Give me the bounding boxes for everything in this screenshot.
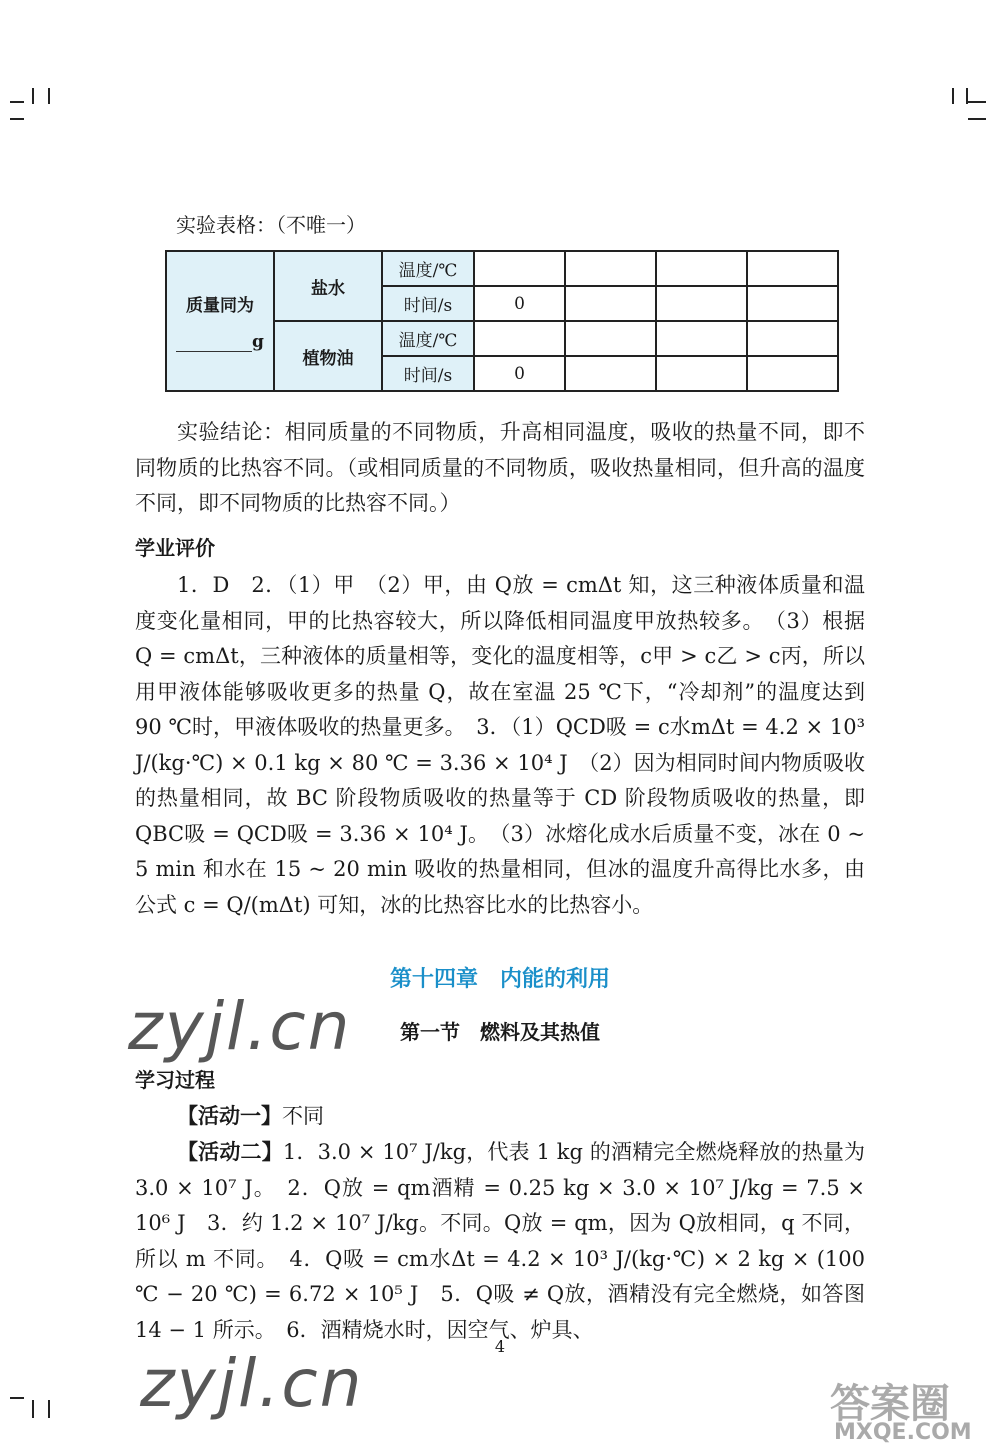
crop-mark (968, 101, 986, 103)
table-cell (474, 321, 565, 356)
section-heading-process: 学习过程 (135, 1068, 215, 1092)
evaluation-answers: 1．D 2．（1）甲 （2）甲，由 Q放 = cmΔt 知，这三种液体质量和温度变化量相同，甲的比热容较大，所以降低相同温度甲放热较多。 （3）根据 Q = cmΔt，三种液体的质量相等，变化的温度相等，c甲 > c乙 > c丙，所以用甲液体能够吸收更多的热量 Q，故在室温 25 ℃下，“冷却剂”的温度达到 90 ℃时，甲液体吸收的热量更多。 3．（1）QCD吸 = c水mΔt = 4.2 × 10³ J/(kg·℃) × 0.1 kg × 80 ℃ = 3.36 × 10⁴ J （2）因为相同时间内物质吸收的热量相同，故 BC 阶段物质吸收的热量等于 CD 阶段物质吸收的热量，即 QBC吸 = QCD吸 = 3.36 × 10⁴ J。 （3）冰熔化成水后质量不变，冰在 0 ~ 5 min 和水在 15 ~ 20 min 吸收的热量相同，但冰的温度升高得比水多，由公式 c = Q/(mΔt) 可知，冰的比热容比水的比热容小。 (135, 573, 865, 917)
table-cell (747, 251, 838, 286)
activity-two (135, 1134, 865, 1348)
table-cell (565, 286, 656, 321)
table-cell (474, 251, 565, 286)
activity-one-label: 【活动一】 (177, 1103, 282, 1128)
table-cell (747, 356, 838, 391)
crop-mark (48, 88, 50, 104)
table-cell (747, 286, 838, 321)
mass-label: 质量同为 (186, 295, 254, 316)
table-cell (656, 286, 747, 321)
row-label: 时间/s (382, 286, 474, 321)
activity-two-text: 1．3.0 × 10⁷ J/kg，代表 1 kg 的酒精完全燃烧释放的热量为 3.0 × 10⁷ J。 2．Q放 = qm酒精 = 0.25 kg × 3.0 × 10⁷ J/kg = 7.5 × 10⁶ J 3．约 1.2 × 10⁷ J/kg。不同。Q放 = qm，因为 Q放相同，q 不同，所以 m 不同。 4．Q吸 = cm水Δt = 4.2 × 10³ J/(kg·℃) × 2 kg × (100 ℃ − 20 ℃) = 6.72 × 10⁵ J 5．Q吸 ≠ Q放，酒精没有完全燃烧，如答图 14 − 1 所示。 6．酒精烧水时，因空气、炉具、 (135, 1140, 866, 1342)
watermark-badge-title: 答案圈 (830, 1381, 950, 1427)
watermark-logo: zyjl.cn (140, 1345, 364, 1422)
table-caption: 实验表格：（不唯一） (176, 213, 366, 237)
crop-mark (10, 118, 24, 120)
table-cell (656, 321, 747, 356)
activity-one (135, 1098, 865, 1135)
table-cell (747, 321, 838, 356)
watermark-badge-url: MXQE.COM (834, 1420, 972, 1445)
table-cell (565, 321, 656, 356)
table-cell: 0 (474, 356, 565, 391)
experiment-conclusion: 实验结论：相同质量的不同物质，升高相同温度，吸收的热量不同，即不同物质的比热容不同。（或相同质量的不同物质，吸收热量相同，但升高的温度不同，即不同物质的比热容不同。） (135, 420, 865, 515)
experiment-table (165, 250, 839, 392)
activity-two-label: 【活动二】 (177, 1139, 283, 1164)
mass-blank (176, 333, 252, 352)
table-cell (656, 356, 747, 391)
crop-mark (48, 1400, 50, 1418)
page-number: 4 (494, 1337, 506, 1356)
crop-mark (32, 1400, 34, 1418)
section-heading-evaluation: 学业评价 (135, 536, 215, 560)
activity-one-text: 不同 (282, 1104, 324, 1128)
row-label: 温度/℃ (382, 321, 474, 356)
row-label: 温度/℃ (382, 251, 474, 286)
crop-mark (32, 88, 34, 104)
crop-mark (952, 88, 954, 104)
table-cell (565, 356, 656, 391)
table-row (166, 251, 838, 286)
watermark-logo: zyjl.cn (128, 988, 352, 1065)
substance-vegetable-oil: 植物油 (274, 321, 382, 391)
section-title: 第一节 燃料及其热值 (400, 1020, 600, 1044)
substance-saltwater: 盐水 (274, 251, 382, 321)
chapter-title: 第十四章 内能的利用 (389, 967, 610, 992)
table-cell (656, 251, 747, 286)
row-label: 时间/s (382, 356, 474, 391)
crop-mark (968, 118, 986, 120)
mass-group-cell (166, 251, 274, 391)
crop-mark (10, 101, 24, 103)
mass-unit: g (252, 331, 264, 352)
table-cell (565, 251, 656, 286)
crop-mark (10, 1397, 24, 1399)
table-cell: 0 (474, 286, 565, 321)
